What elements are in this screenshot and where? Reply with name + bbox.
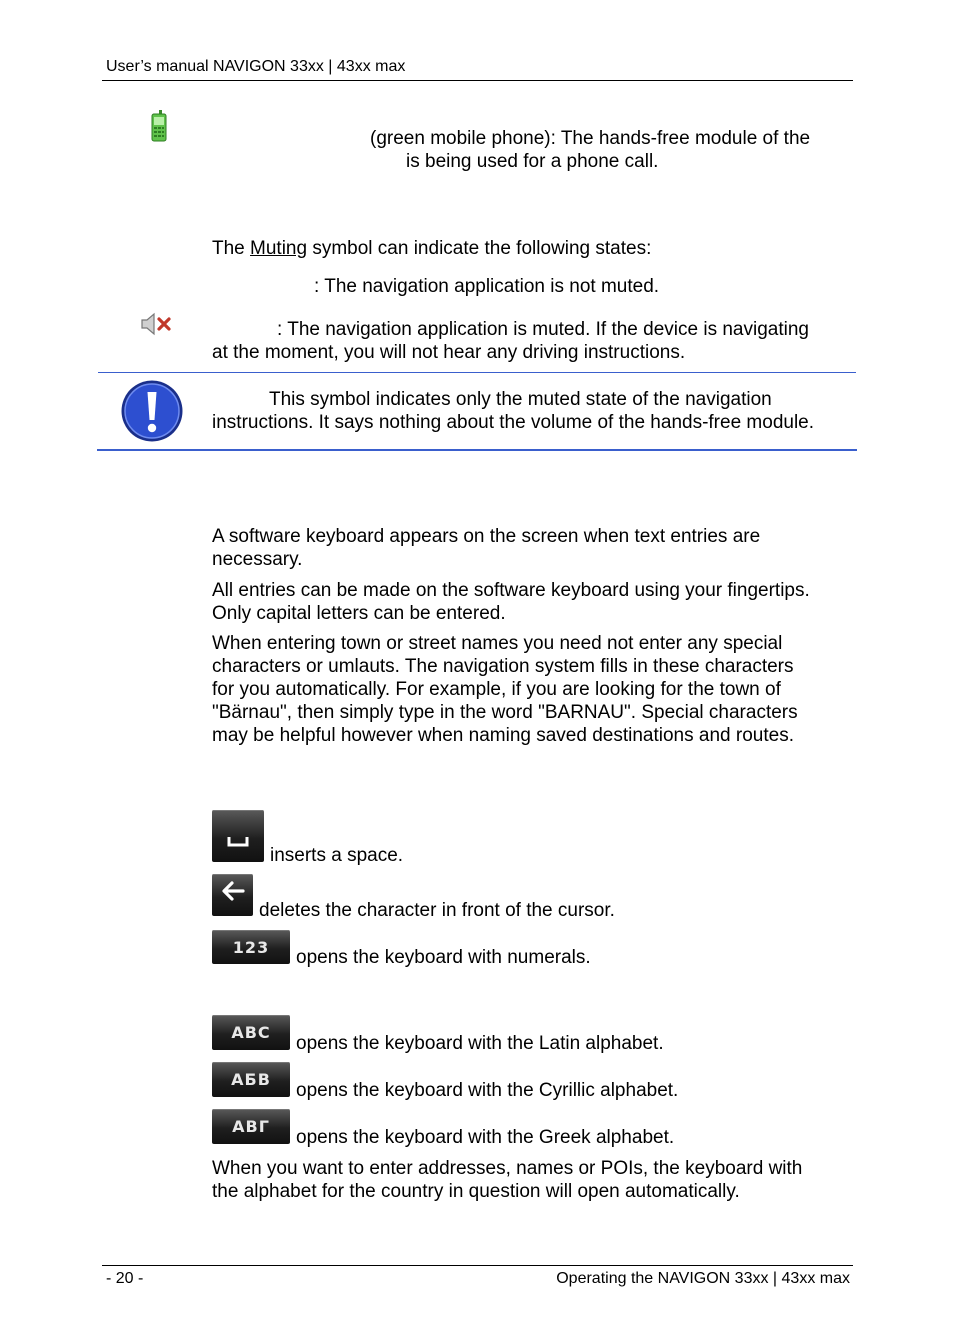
kb-p3-line1: When entering town or street names you need not enter any special — [212, 633, 783, 654]
kb-p3-line4: "Bärnau", then simply type in the word "BARNAU". Special characters — [212, 702, 798, 723]
cyrillic-key-desc: opens the keyboard with the Cyrillic alphabet. — [296, 1080, 679, 1101]
muting-link[interactable]: Muting — [250, 238, 308, 259]
muted-desc-line1: : The navigation application is muted. If the device is navigating — [277, 319, 809, 340]
speaker-muted-icon — [140, 312, 174, 336]
muting-intro-before: The — [212, 238, 251, 259]
note-line1: This symbol indicates only the muted state of the navigation — [269, 389, 772, 410]
backspace-key-icon — [212, 874, 253, 916]
kb-p1-line2: necessary. — [212, 549, 303, 570]
greek-key-label: ΑΒΓ — [232, 1117, 270, 1136]
note-bottom-rule — [97, 449, 857, 451]
kb-p2-line1: All entries can be made on the software keyboard using your fingertips. — [212, 580, 810, 601]
muting-intro-after: symbol can indicate the following states: — [307, 238, 652, 259]
numerals-key-label: 123 — [232, 938, 270, 957]
note-top-rule — [98, 372, 856, 373]
numerals-key-desc: opens the keyboard with numerals. — [296, 947, 591, 968]
footer-section: Operating the NAVIGON 33xx | 43xx max — [556, 1270, 850, 1287]
kb-p1-line1: A software keyboard appears on the screen when text entries are — [212, 526, 761, 547]
header-title: User’s manual NAVIGON 33xx | 43xx max — [106, 58, 406, 75]
kb-p3-line3: for you automatically. For example, if you are looking for the town of — [212, 679, 781, 700]
backspace-key-desc: deletes the character in front of the cursor. — [259, 900, 615, 921]
cyrillic-key-label: АБВ — [231, 1070, 271, 1089]
cyrillic-key — [212, 1062, 290, 1097]
not-muted-desc: : The navigation application is not muted. — [314, 276, 660, 297]
latin-key-label: ABC — [231, 1023, 271, 1042]
kb-p2-line2: Only capital letters can be entered. — [212, 603, 506, 624]
muted-desc-line2: at the moment, you will not hear any driving instructions. — [212, 342, 686, 363]
kb-p3-line2: characters or umlauts. The navigation system fills in these characters — [212, 656, 794, 677]
numerals-key — [212, 930, 290, 964]
closing-line2: the alphabet for the country in question will open automatically. — [212, 1181, 740, 1202]
phone-desc-line1: (green mobile phone): The hands-free module of the — [370, 128, 811, 149]
exclamation-note-icon — [120, 379, 184, 443]
page-number: - 20 - — [106, 1270, 144, 1287]
space-key-desc: inserts a space. — [270, 845, 404, 866]
kb-p3-line5: may be helpful however when naming saved destinations and routes. — [212, 725, 794, 746]
latin-key — [212, 1015, 290, 1050]
space-key-icon — [212, 810, 264, 862]
muting-intro — [212, 237, 651, 260]
footer-rule — [102, 1265, 853, 1266]
greek-key — [212, 1109, 290, 1144]
green-mobile-phone-icon — [150, 110, 168, 142]
greek-key-desc: opens the keyboard with the Greek alphabet. — [296, 1127, 675, 1148]
header-rule — [102, 80, 853, 81]
latin-key-desc: opens the keyboard with the Latin alphabet. — [296, 1033, 664, 1054]
note-line2: instructions. It says nothing about the volume of the hands-free module. — [212, 412, 815, 433]
phone-desc-line2: is being used for a phone call. — [406, 151, 659, 172]
closing-line1: When you want to enter addresses, names or POIs, the keyboard with — [212, 1158, 803, 1179]
